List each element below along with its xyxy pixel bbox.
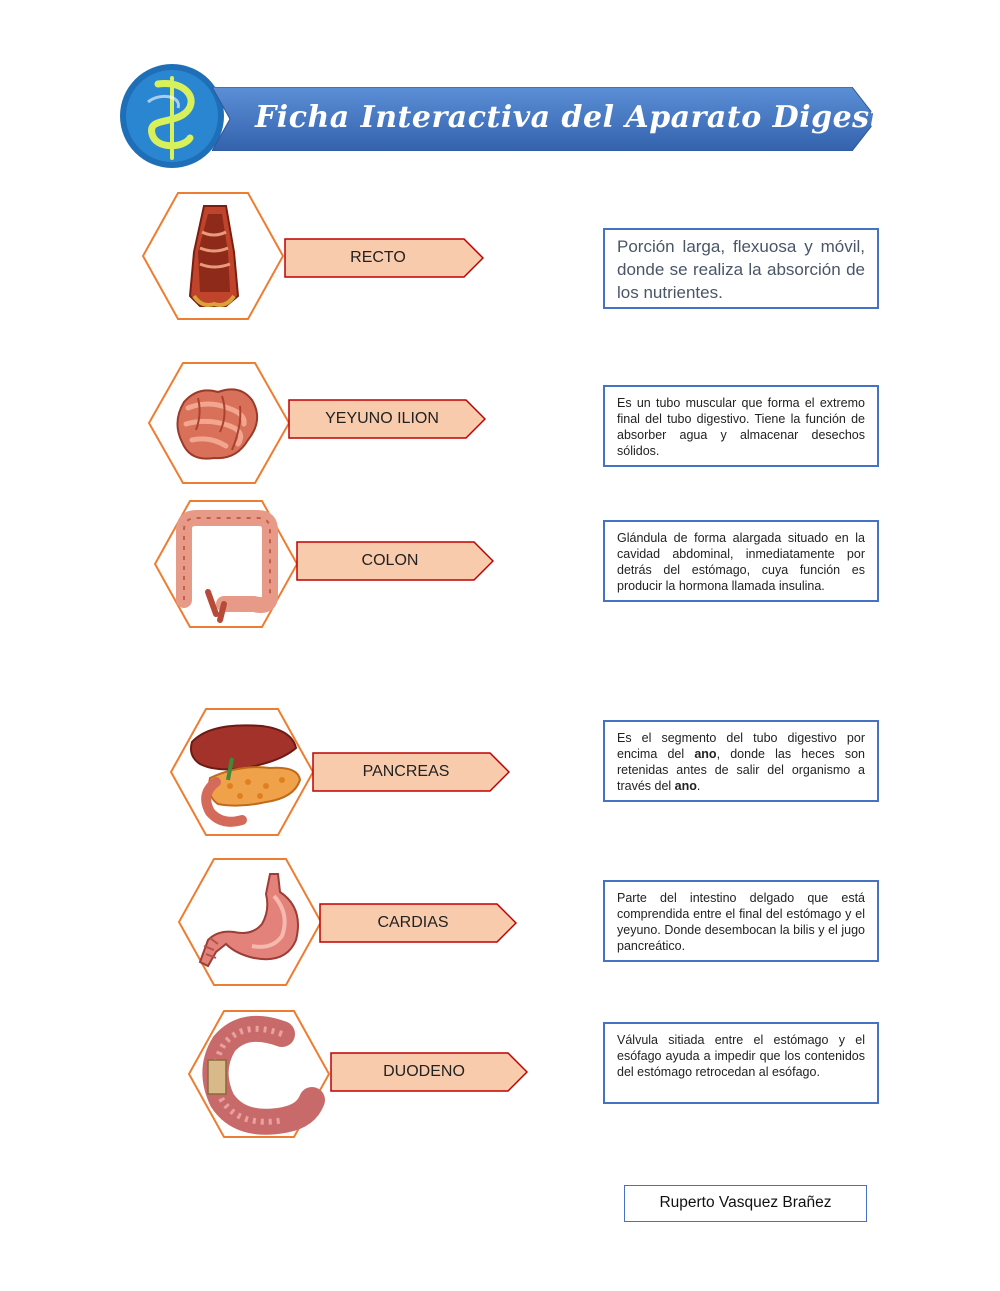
- definition-text: ano: [694, 747, 717, 761]
- rectum-icon: [142, 192, 284, 320]
- duodenum-icon: [188, 1010, 330, 1138]
- stomach-icon: [178, 858, 322, 986]
- label-text: RECTO: [350, 249, 406, 266]
- digestive-logo-icon: [118, 62, 226, 170]
- label-text: CARDIAS: [377, 914, 449, 931]
- organ-image-recto: [142, 192, 284, 320]
- organ-image-yeyuno-ilion: [148, 362, 290, 484]
- definition-text: ano: [674, 779, 697, 793]
- organ-image-colon: [154, 500, 298, 628]
- pancreas-icon: [170, 708, 314, 836]
- author-box: Ruperto Vasquez Brañez: [624, 1185, 867, 1222]
- label-text: PANCREAS: [362, 763, 450, 780]
- label-yeyuno-ilion[interactable]: [288, 399, 486, 439]
- definition-text: Válvula sitiada entre el estómago y el esófago ayuda a impedir que los contenidos del estómago retrocedan al esófago.: [617, 1033, 865, 1079]
- label-text: COLON: [361, 552, 419, 569]
- label-text: DUODENO: [383, 1063, 465, 1080]
- organ-image-pancreas: [170, 708, 314, 836]
- definition-box[interactable]: [603, 1022, 879, 1104]
- definition-text: Glándula de forma alargada situado en la cavidad abdominal, inmediatamente por detrás del estómago, cuya función es producir la hormona llamada insulina.: [617, 531, 865, 593]
- definition-box[interactable]: [603, 880, 879, 962]
- small-intestine-icon: [148, 362, 290, 484]
- colon-icon: [154, 500, 298, 628]
- label-cardias[interactable]: [319, 903, 517, 943]
- page-title: Ficha Interactiva del Aparato Digestivo: [255, 100, 935, 135]
- label-duodeno[interactable]: [330, 1052, 528, 1092]
- definition-text: .: [696, 779, 701, 793]
- definition-box[interactable]: [603, 720, 879, 802]
- label-pancreas[interactable]: [312, 752, 510, 792]
- label-colon[interactable]: [296, 541, 494, 581]
- organ-image-duodeno: [188, 1010, 330, 1138]
- definition-text: Es el segmento del tubo digestivo por encima del: [617, 731, 865, 761]
- label-text: YEYUNO ILION: [325, 410, 439, 427]
- definition-text: Porción larga, flexuosa y móvil, donde se realiza la absorción de los nutrientes.: [617, 237, 865, 302]
- definition-text: , donde las heces son retenidas antes de salir del organismo a través del: [617, 747, 865, 793]
- organ-image-cardias: [178, 858, 322, 986]
- definition-text: Parte del intestino delgado que está comprendida entre el final del estómago y el yeyuno. Donde desembocan la bilis y el jugo pancreático.: [617, 891, 865, 953]
- definition-text: Es un tubo muscular que forma el extremo final del tubo digestivo. Tiene la función de absorber agua y almacenar desechos sólidos.: [617, 396, 865, 458]
- label-recto[interactable]: [284, 238, 484, 278]
- definition-box[interactable]: [603, 228, 879, 309]
- definition-box[interactable]: [603, 520, 879, 602]
- definition-box[interactable]: [603, 385, 879, 467]
